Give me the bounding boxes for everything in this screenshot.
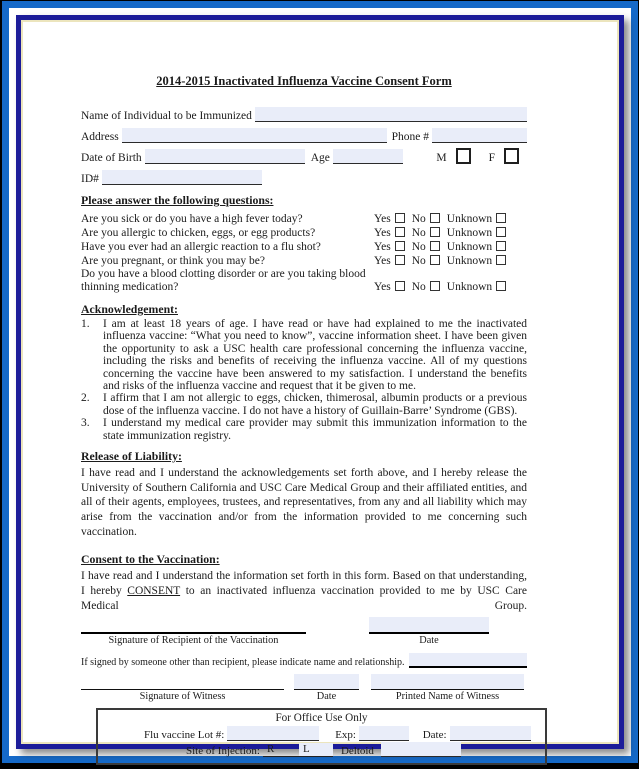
- witness-labels: [81, 691, 527, 702]
- consent-text-after: to an inactivated influenza vaccination provided to me by USC Care Medical Group.: [81, 584, 527, 612]
- yes-label: Yes: [374, 213, 391, 225]
- release-heading: Release of Liability:: [81, 449, 182, 464]
- office-row-site: [186, 742, 531, 757]
- other-signer-note: If signed by someone other than recipient, please indicate name and relationship.: [81, 656, 405, 668]
- site-left-option[interactable]: L: [299, 743, 333, 757]
- item-number: 3.: [81, 417, 90, 430]
- office-date-input[interactable]: [450, 726, 531, 741]
- unknown-checkbox[interactable]: [496, 241, 506, 251]
- item-text: I affirm that I am not allergic to eggs, chicken, thimerosal, albumin products or a previous dose of the influenza vaccine. I do not have a history of Guillain-Barre’ Syndrome (GBS).: [103, 392, 527, 417]
- unknown-label: Unknown: [446, 255, 493, 267]
- female-checkbox[interactable]: [504, 148, 519, 164]
- yes-checkbox[interactable]: [395, 241, 405, 251]
- exp-label: Exp:: [335, 728, 356, 741]
- questions-heading: Please answer the following questions:: [81, 193, 274, 207]
- recipient-date-input[interactable]: [369, 617, 489, 634]
- question-answers: [374, 280, 506, 294]
- question-answers: [374, 254, 506, 268]
- question-row-1: [81, 212, 527, 226]
- lot-input[interactable]: [227, 726, 319, 741]
- consent-text: [81, 569, 527, 614]
- form-title: 2014-2015 Inactivated Influenza Vaccine Consent Form: [156, 74, 452, 88]
- witness-signature-label: Signature of Witness: [139, 690, 226, 702]
- name-label: Name of Individual to be Immunized: [81, 110, 252, 122]
- yes-checkbox[interactable]: [395, 213, 405, 223]
- witness-date-label: Date: [316, 690, 337, 702]
- address-row: [81, 125, 527, 143]
- witness-printed-name-input[interactable]: [371, 674, 524, 690]
- witness-row: [81, 673, 527, 690]
- id-input[interactable]: [102, 170, 262, 185]
- item-number: 1.: [81, 318, 90, 330]
- exp-input[interactable]: [359, 726, 409, 741]
- form-page: [16, 15, 624, 757]
- unknown-checkbox[interactable]: [496, 255, 506, 265]
- question-row-3: [81, 240, 527, 254]
- no-label: No: [411, 241, 426, 253]
- yes-label: Yes: [374, 281, 391, 293]
- consent-text-before: I have read and I understand the information set forth in this form. Based on that understanding, I hereby: [81, 569, 527, 597]
- unknown-label: Unknown: [446, 227, 493, 239]
- age-input[interactable]: [333, 149, 403, 164]
- no-label: No: [411, 255, 426, 267]
- question-row-2: [81, 226, 527, 240]
- item-number: 2.: [81, 392, 90, 405]
- unknown-checkbox[interactable]: [496, 213, 506, 223]
- question-row-4: [81, 254, 527, 268]
- form-page-inner: [21, 20, 619, 757]
- yes-checkbox[interactable]: [395, 281, 405, 291]
- consent-heading: Consent to the Vaccination:: [81, 551, 220, 566]
- dob-label: Date of Birth: [81, 152, 142, 164]
- question-answers: [374, 212, 506, 226]
- item-text: I am at least 18 years of age. I have read or have had explained to me the inactivated influenza vaccine: “What you need to know”, vaccine information sheet. I have been given the opportunity to ask a USC health care professional concerning the influenza vaccine, including the risks and benefits of receiving the influenza vaccine. All of my questions concerning the vaccine have been answered to my satisfaction. I understand the benefits and risks of the influenza vaccine and request that it be given to me.: [103, 318, 527, 393]
- recipient-signature-labels: [81, 635, 527, 646]
- yes-label: Yes: [374, 255, 391, 267]
- consent-word: CONSENT: [127, 584, 181, 597]
- yes-label: Yes: [374, 241, 391, 253]
- acknowledgement-heading: Acknowledgement:: [81, 302, 178, 316]
- question-text: Are you allergic to chicken, eggs, or egg products?: [81, 227, 316, 239]
- yes-label: Yes: [374, 227, 391, 239]
- office-use-heading: For Office Use Only: [275, 711, 368, 724]
- no-label: No: [411, 213, 426, 225]
- male-label: M: [436, 152, 447, 164]
- id-row: [81, 167, 527, 185]
- witness-date-input[interactable]: [294, 674, 359, 690]
- dob-row: [81, 146, 527, 164]
- no-checkbox[interactable]: [430, 241, 440, 251]
- id-label: ID#: [81, 173, 99, 185]
- office-use-box: [96, 708, 547, 765]
- recipient-signature-row: [81, 616, 527, 634]
- decorative-blue-frame: [2, 1, 638, 763]
- site-label: Site of Injection:: [186, 744, 260, 757]
- no-checkbox[interactable]: [430, 213, 440, 223]
- unknown-checkbox[interactable]: [496, 227, 506, 237]
- address-input[interactable]: [122, 128, 387, 143]
- question-answers: [374, 226, 506, 240]
- recipient-signature-line[interactable]: [81, 617, 306, 634]
- recipient-signature-label: Signature of Recipient of the Vaccination: [108, 634, 279, 646]
- age-label: Age: [310, 152, 330, 164]
- sex-group: [436, 148, 519, 164]
- male-checkbox[interactable]: [456, 148, 471, 164]
- office-date-label: Date:: [422, 728, 447, 741]
- yes-checkbox[interactable]: [395, 255, 405, 265]
- other-signer-input[interactable]: [409, 653, 527, 668]
- no-checkbox[interactable]: [430, 255, 440, 265]
- office-row-lot: [112, 725, 531, 741]
- site-right-option[interactable]: R: [263, 743, 299, 757]
- acknowledgement-item-1: [81, 318, 527, 392]
- acknowledgement-item-2: [81, 392, 527, 417]
- lot-label: Flu vaccine Lot #:: [144, 728, 225, 741]
- female-label: F: [488, 152, 495, 164]
- witness-signature-line[interactable]: [81, 674, 284, 690]
- question-text: Have you ever had an allergic reaction to a flu shot?: [81, 241, 321, 253]
- item-text: I understand my medical care provider may submit this immunization information to the state immunization registry.: [103, 417, 527, 442]
- no-checkbox[interactable]: [430, 281, 440, 291]
- dob-input[interactable]: [145, 149, 305, 164]
- phone-input[interactable]: [432, 128, 527, 143]
- question-text: Do you have a blood clotting disorder or are you taking blood thinning medication?: [81, 268, 366, 293]
- name-row: [81, 104, 527, 122]
- no-checkbox[interactable]: [430, 227, 440, 237]
- address-label: Address: [81, 131, 119, 143]
- acknowledgement-item-3: [81, 417, 527, 442]
- name-input[interactable]: [255, 107, 527, 122]
- deltoid-input[interactable]: [381, 742, 461, 757]
- no-label: No: [411, 227, 426, 239]
- recipient-date-label: Date: [419, 634, 439, 646]
- release-text: I have read and I understand the acknowledgements set forth above, and I hereby release the University of Southern California and USC Care Medical Group and their affiliated entities, and all of their agents, employees, trustees, and representatives, from any and all liability which may arise from the vaccination and/or from the information provided to me concerning such vaccination.: [81, 467, 527, 538]
- question-text: Are you sick or do you have a high fever today?: [81, 213, 303, 225]
- deltoid-label: Deltoid: [340, 744, 374, 757]
- question-answers: [374, 240, 506, 254]
- unknown-label: Unknown: [446, 281, 493, 293]
- unknown-label: Unknown: [446, 213, 493, 225]
- witness-printed-label: Printed Name of Witness: [395, 690, 500, 702]
- unknown-label: Unknown: [446, 241, 493, 253]
- other-signer-row: [81, 652, 527, 668]
- unknown-checkbox[interactable]: [496, 281, 506, 291]
- question-row-5: [81, 268, 527, 294]
- no-label: No: [411, 281, 426, 293]
- phone-label: Phone #: [391, 131, 429, 143]
- question-text: Are you pregnant, or think you may be?: [81, 255, 265, 267]
- yes-checkbox[interactable]: [395, 227, 405, 237]
